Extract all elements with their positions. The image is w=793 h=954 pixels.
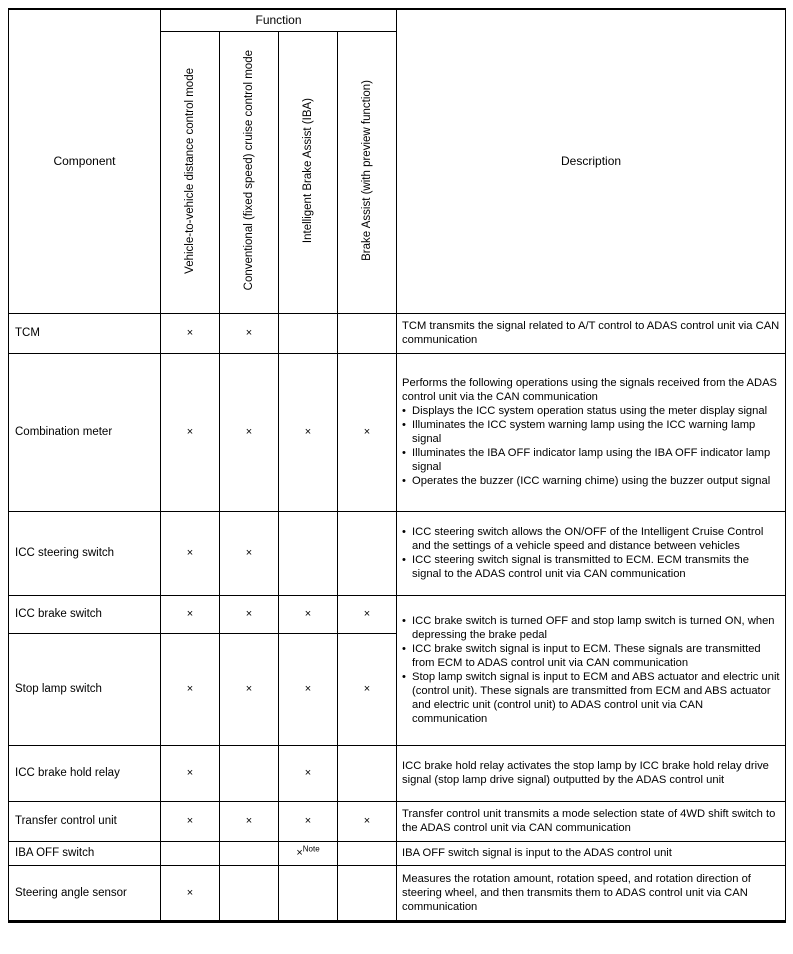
bullet-text: Illuminates the ICC system warning lamp using the ICC warning lamp signal <box>412 419 756 445</box>
function-mark-cell: × <box>279 353 338 511</box>
function-mark-cell <box>338 745 397 801</box>
description-line <box>402 404 780 418</box>
component-cell: ICC brake hold relay <box>9 745 161 801</box>
bullet-icon: • <box>402 475 406 487</box>
function-mark-cell: × <box>220 633 279 745</box>
function-mark-cell: × <box>338 353 397 511</box>
bullet-text: ICC brake switch is turned OFF and stop lamp switch is turned ON, when depressing the brake pedal <box>412 615 775 641</box>
description-line <box>402 474 780 488</box>
function-column-header <box>220 31 279 313</box>
description-cell <box>397 595 786 745</box>
function-mark-cell: × <box>161 801 220 841</box>
bullet-text: Displays the ICC system operation status using the meter display signal <box>412 405 768 417</box>
function-mark-cell: × <box>279 595 338 633</box>
function-mark-cell: × <box>220 353 279 511</box>
bullet-icon: • <box>402 526 406 538</box>
description-line <box>402 418 780 446</box>
function-mark-cell <box>338 511 397 595</box>
description-line: TCM transmits the signal related to A/T control to ADAS control unit via CAN communication <box>402 320 780 346</box>
component-cell: Combination meter <box>9 353 161 511</box>
function-mark-cell: × <box>338 633 397 745</box>
function-mark-cell <box>279 511 338 595</box>
description-line <box>402 614 780 642</box>
table-row <box>9 511 786 595</box>
description-cell <box>397 511 786 595</box>
component-cell: TCM <box>9 313 161 353</box>
function-mark-cell <box>220 841 279 865</box>
table-row <box>9 841 786 865</box>
function-column-header <box>338 31 397 313</box>
component-cell: ICC brake switch <box>9 595 161 633</box>
description-line <box>402 525 780 553</box>
description-cell <box>397 841 786 865</box>
function-mark-cell: × <box>338 595 397 633</box>
bullet-text: ICC brake switch signal is input to ECM. These signals are transmitted from ECM to ADAS control unit via CAN communication <box>412 643 761 669</box>
function-column-header <box>279 31 338 313</box>
function-mark-cell <box>338 841 397 865</box>
function-column-label-conventional-cruise: Conventional (fixed speed) cruise control mode <box>242 50 255 291</box>
description-cell <box>397 865 786 921</box>
description-line: ICC brake hold relay activates the stop lamp by ICC brake hold relay drive signal (stop lamp drive signal) outputted by the ADAS control unit <box>402 760 769 786</box>
bullet-icon: • <box>402 405 406 417</box>
function-mark-cell <box>161 841 220 865</box>
function-mark-cell: × <box>161 633 220 745</box>
component-cell: Steering angle sensor <box>9 865 161 921</box>
function-column-label-vehicle-to-vehicle: Vehicle-to-vehicle distance control mode <box>183 67 196 274</box>
function-mark-cell: × <box>161 595 220 633</box>
function-mark-cell: × <box>279 633 338 745</box>
function-mark-cell: ×$^{Note}$ <box>279 841 338 865</box>
function-mark-cell: × <box>161 353 220 511</box>
description-header: Description <box>397 9 786 313</box>
description-line <box>402 446 780 474</box>
function-mark-cell <box>279 865 338 921</box>
table-row <box>9 313 786 353</box>
description-cell <box>397 313 786 353</box>
description-cell <box>397 801 786 841</box>
function-mark-cell <box>220 865 279 921</box>
function-header: Function <box>161 9 397 31</box>
header-row-1 <box>9 9 786 31</box>
table-row <box>9 353 786 511</box>
description-cell <box>397 745 786 801</box>
table-body <box>9 313 786 921</box>
table-row <box>9 595 786 633</box>
note-superscript: Note <box>302 844 320 854</box>
bullet-text: Illuminates the IBA OFF indicator lamp using the IBA OFF indicator lamp signal <box>412 447 771 473</box>
function-mark-cell: × <box>220 595 279 633</box>
description-line: Transfer control unit transmits a mode selection state of 4WD shift switch to the ADAS control unit via CAN communication <box>402 808 776 834</box>
bullet-text: Stop lamp switch signal is input to ECM and ABS actuator and electric unit (control unit). These signals are transmitted from ECM and ABS actuator and electric unit (control unit) to ADAS control unit via CAN communication <box>412 671 780 725</box>
function-mark-cell: × <box>220 313 279 353</box>
function-mark-cell: × <box>220 801 279 841</box>
function-mark-cell: × <box>279 801 338 841</box>
function-column-header <box>161 31 220 313</box>
table-row <box>9 801 786 841</box>
function-mark-cell: × <box>161 511 220 595</box>
function-column-label-brake-assist-preview: Brake Assist (with preview function) <box>360 80 373 261</box>
function-mark-cell: × <box>161 865 220 921</box>
function-column-label-intelligent-brake-assist: Intelligent Brake Assist (IBA) <box>301 97 314 244</box>
component-cell: Transfer control unit <box>9 801 161 841</box>
function-mark-cell <box>338 313 397 353</box>
bullet-icon: • <box>402 615 406 627</box>
description-cell <box>397 353 786 511</box>
table-row <box>9 745 786 801</box>
description-line: Performs the following operations using the signals received from the ADAS control unit via the CAN communication <box>402 377 778 403</box>
bullet-icon: • <box>402 671 406 683</box>
bullet-icon: • <box>402 419 406 431</box>
component-cell: Stop lamp switch <box>9 633 161 745</box>
bullet-text: ICC steering switch signal is transmitted to ECM. ECM transmits the signal to the ADAS control unit via CAN communication <box>412 554 750 580</box>
bullet-icon: • <box>402 554 406 566</box>
function-mark-cell: × <box>338 801 397 841</box>
function-mark-cell <box>338 865 397 921</box>
function-mark-cell <box>279 313 338 353</box>
bullet-text: ICC steering switch allows the ON/OFF of the Intelligent Cruise Control and the settings of a vehicle speed and distance between vehicles <box>412 526 764 552</box>
description-line: Measures the rotation amount, rotation speed, and rotation direction of steering wheel, and then transmits them to ADAS control unit via CAN communication <box>402 872 751 913</box>
component-function-table <box>8 8 786 923</box>
component-cell: IBA OFF switch <box>9 841 161 865</box>
function-mark-cell <box>220 745 279 801</box>
table-row <box>9 865 786 921</box>
description-line <box>402 553 780 581</box>
function-mark-cell: × <box>279 745 338 801</box>
description-line <box>402 670 780 726</box>
description-line: IBA OFF switch signal is input to the ADAS control unit <box>402 847 672 859</box>
component-header: Component <box>9 9 161 313</box>
function-mark-cell: × <box>161 745 220 801</box>
table-header <box>9 9 786 313</box>
component-cell: ICC steering switch <box>9 511 161 595</box>
bullet-icon: • <box>402 447 406 459</box>
function-mark-cell: × <box>161 313 220 353</box>
function-mark-cell: × <box>220 511 279 595</box>
description-line <box>402 642 780 670</box>
bullet-icon: • <box>402 643 406 655</box>
bullet-text: Operates the buzzer (ICC warning chime) using the buzzer output signal <box>412 475 771 487</box>
